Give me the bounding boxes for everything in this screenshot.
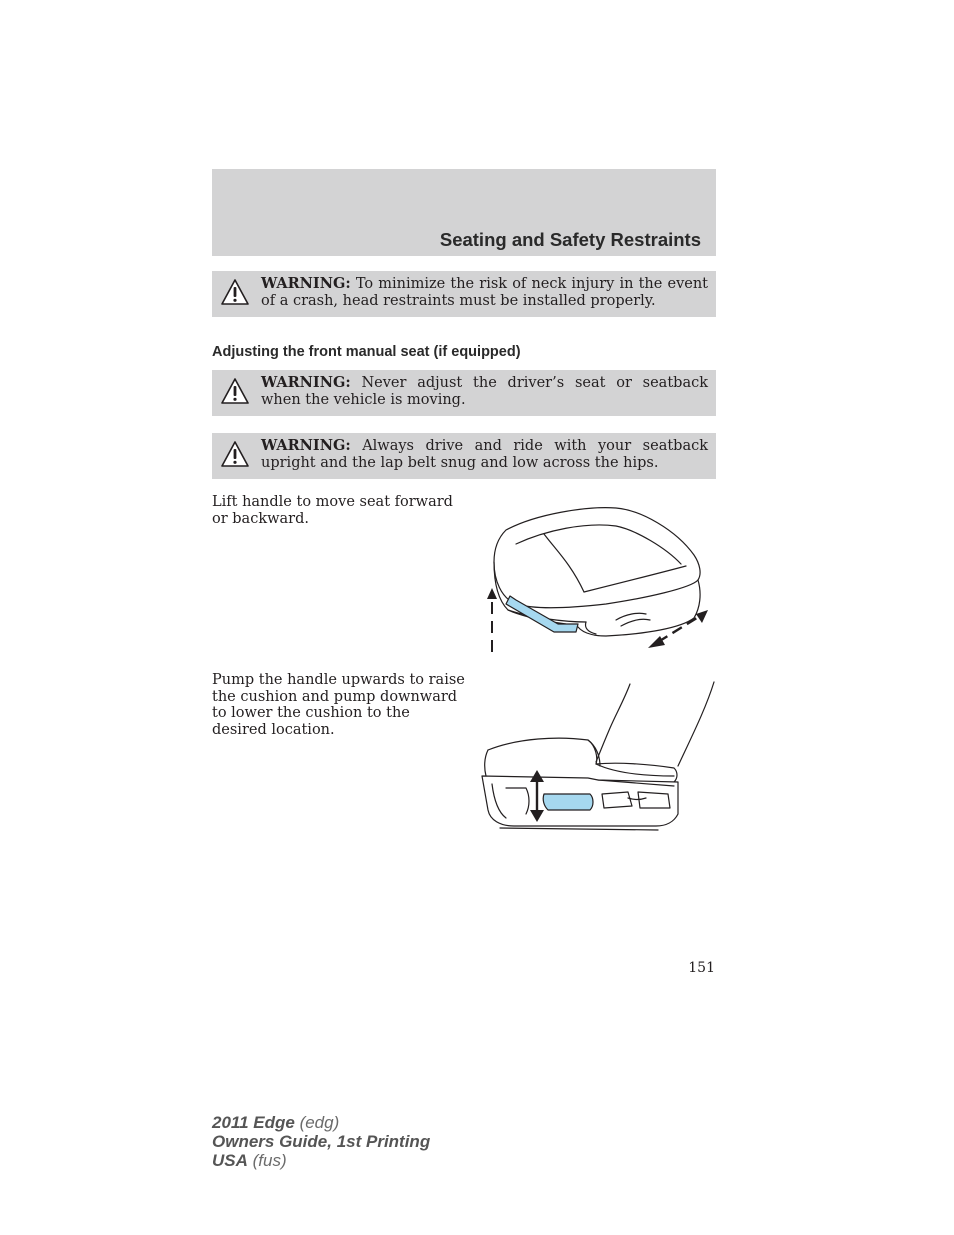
page-title: Seating and Safety Restraints (439, 229, 701, 250)
warning-message: Always drive and ride with your seatback upright and the lap belt snug and low across the hips. (261, 438, 708, 471)
warning-triangle-icon (220, 278, 250, 306)
warning-label: WARNING: (261, 275, 351, 292)
footer-model: 2011 Edge (212, 1113, 295, 1132)
footer-market: USA (212, 1151, 248, 1170)
warning-message: To minimize the risk of neck injury in the event of a crash, head restraints must be installed properly. (261, 276, 709, 309)
warning-triangle-icon (220, 377, 250, 405)
footer-market-code: (fus) (247, 1151, 287, 1170)
warning-message: Never adjust the driver’s seat or seatback when the vehicle is moving. (261, 375, 708, 408)
warning-box-neck-injury (212, 271, 716, 317)
warning-text (261, 438, 708, 471)
paragraph-cushion-height: Pump the handle upwards to raise the cushion and pump downward to lower the cushion to the desired location. (212, 672, 465, 738)
paragraph-forward-backward: Lift handle to move seat forward or backward. (212, 494, 453, 527)
page-number: 151 (688, 960, 715, 976)
seat-height-illustration (478, 680, 718, 832)
warning-label: WARNING: (261, 437, 351, 454)
warning-box-seatback-upright (212, 433, 716, 479)
footer-line-3 (212, 1151, 430, 1170)
footer-model-code: (edg) (294, 1113, 340, 1132)
warning-box-seat-adjust (212, 370, 716, 416)
warning-label: WARNING: (261, 374, 351, 391)
footer-line-1 (212, 1113, 430, 1132)
section-header-band (212, 169, 716, 256)
warning-text (261, 276, 708, 309)
footer-line-2 (212, 1132, 430, 1151)
footer (212, 1113, 430, 1170)
warning-triangle-icon (220, 440, 250, 468)
seat-fore-aft-illustration (476, 500, 716, 658)
warning-text (261, 375, 708, 408)
section-heading: Adjusting the front manual seat (if equipped) (212, 344, 521, 360)
footer-guide: Owners Guide, 1st Printing (212, 1132, 431, 1151)
